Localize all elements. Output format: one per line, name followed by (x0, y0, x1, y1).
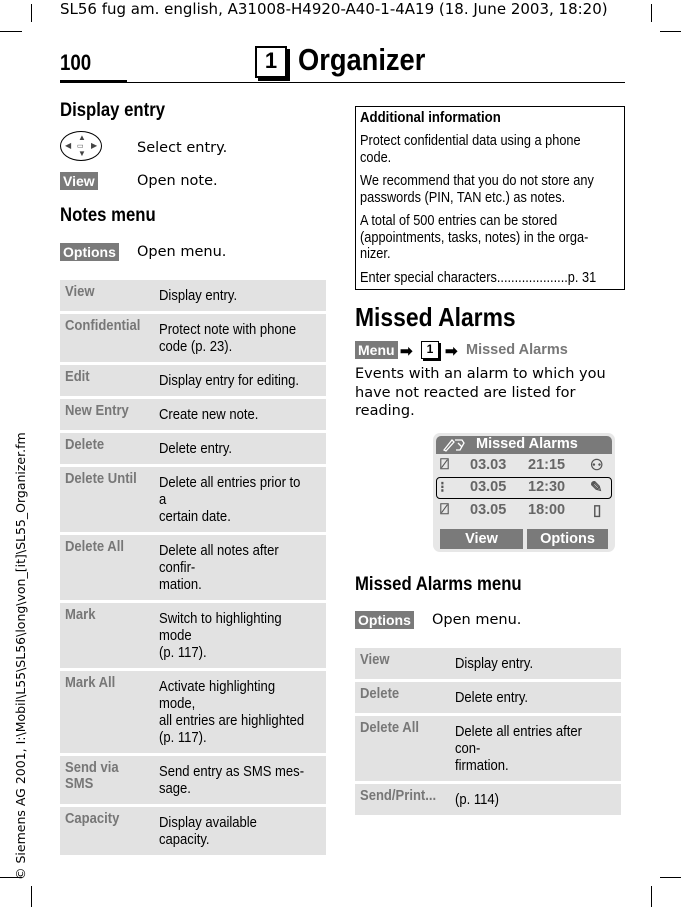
crop-mark (660, 31, 681, 32)
option-key: New Entry (65, 403, 129, 419)
options-softkey[interactable]: Options (527, 529, 608, 549)
alarm-time: 12:30 (528, 479, 566, 495)
select-entry-text: Select entry. (137, 140, 228, 156)
phone-call-icon: ▯ (593, 502, 602, 519)
open-menu-text: Open menu. (137, 244, 227, 260)
open-note-text: Open note. (137, 173, 218, 189)
page-number: 100 (60, 50, 92, 75)
option-key: Delete Until (65, 471, 137, 487)
list-item[interactable] (436, 500, 612, 522)
option-desc: Send entry as SMS mes- sage. (158, 764, 304, 797)
additional-info-box (355, 106, 625, 290)
table-row (60, 671, 326, 753)
crop-mark (0, 31, 22, 32)
notes-menu-heading: Notes menu (60, 205, 156, 226)
option-desc: (p. 114) (454, 792, 499, 808)
option-key: View (65, 284, 95, 300)
alarm-date: 03.05 (470, 479, 507, 495)
missed-alarms-menu-heading: Missed Alarms menu (355, 574, 522, 595)
list-item[interactable] (436, 455, 612, 477)
table-row (60, 756, 326, 804)
birthday-icon: ⚇ (590, 457, 604, 474)
option-key: Confidential (65, 318, 141, 334)
option-key: View (360, 652, 390, 668)
info-special-label: Enter special characters (360, 269, 497, 286)
option-desc: Display available capacity. (158, 815, 257, 848)
arrow-right-icon: ➡ (400, 343, 413, 360)
menu-softkey: Menu (355, 341, 398, 359)
table-row (60, 467, 326, 532)
header-rule (127, 82, 625, 83)
alarm-date: 03.03 (470, 457, 507, 473)
option-desc: Protect note with phone code (p. 23). (158, 322, 296, 355)
option-desc: Delete all entries prior to a certain date. (158, 475, 301, 525)
navigation-key-icon: ▲ ▼ ◀ ▶ ▭ (60, 131, 102, 161)
page-number-underline (60, 80, 127, 83)
note-edit-icon: ✎ (590, 479, 603, 496)
alarm-clock-icon (442, 438, 468, 452)
list-item-selected[interactable] (436, 477, 612, 499)
missed-alarms-intro: Events with an alarm to which you have not reacted are listed for reading. (355, 366, 606, 419)
option-desc: Create new note. (158, 407, 259, 423)
alarm-time: 21:15 (528, 457, 566, 473)
screen-title: Missed Alarms (476, 436, 578, 452)
info-paragraph: A total of 500 entries can be stored (appointments, tasks, notes) in the orga- nizer. (360, 213, 589, 262)
table-row (60, 433, 326, 464)
option-key: Capacity (65, 811, 120, 827)
calendar-icon: ⁝ (440, 479, 445, 496)
crop-mark (31, 886, 32, 907)
missed-alarms-menu-table (355, 645, 621, 818)
option-desc: Activate highlighting mode, all entries are highlighted (p. 117). (158, 679, 304, 746)
option-desc: Delete all entries after con- firmation. (454, 724, 582, 774)
display-entry-heading: Display entry (60, 100, 166, 121)
crop-mark (660, 877, 681, 878)
option-key: Edit (65, 369, 90, 385)
option-key: Delete (360, 686, 400, 702)
option-key: Send via SMS (65, 760, 119, 792)
option-desc: Display entry for editing. (158, 373, 299, 389)
option-key: Mark All (65, 675, 116, 691)
arrow-right-icon: ➡ (445, 343, 458, 360)
alarm-off-icon: ⍁ (440, 501, 450, 518)
table-row (60, 314, 326, 362)
open-menu-text: Open menu. (432, 612, 522, 628)
info-paragraph: Protect confidential data using a phone code. (360, 133, 581, 166)
alarm-date: 03.05 (470, 502, 507, 518)
table-row (60, 280, 326, 311)
info-title: Additional information (360, 109, 501, 126)
crop-mark (31, 4, 32, 22)
option-desc: Delete entry. (158, 441, 232, 457)
option-desc: Display entry. (158, 288, 237, 304)
table-row (60, 399, 326, 430)
option-key: Delete (65, 437, 105, 453)
file-path-vertical: © Siemens AG 2001, I:\Mobil\L55\SL56\long\von_[it]\SL55_Organizer.fm (13, 432, 28, 880)
option-desc: Delete all notes after confir- mation. (158, 543, 279, 593)
breadcrumb-item: Missed Alarms (466, 342, 568, 358)
view-softkey[interactable]: View (440, 529, 523, 549)
option-desc: Switch to highlighting mode (p. 117). (158, 611, 282, 661)
info-page-ref: p. 31 (567, 269, 597, 286)
missed-alarms-heading: Missed Alarms (355, 302, 516, 332)
view-softkey: View (60, 172, 98, 190)
table-row (355, 716, 621, 781)
notes-menu-table (60, 277, 326, 858)
table-row (355, 648, 621, 679)
options-softkey: Options (60, 243, 119, 261)
option-key: Delete All (65, 539, 124, 555)
option-desc: Delete entry. (454, 690, 528, 706)
table-row (60, 535, 326, 600)
chapter-number-icon: 1 (421, 341, 439, 359)
page-title: Organizer (298, 42, 426, 77)
info-special-chars (360, 270, 624, 287)
table-row (60, 603, 326, 668)
table-row (355, 682, 621, 713)
info-paragraph: We recommend that you do not store any passwords (PIN, TAN etc.) as notes. (360, 173, 594, 206)
options-softkey: Options (355, 611, 414, 629)
table-row (355, 784, 621, 815)
file-header: SL56 fug am. english, A31008-H4920-A40-1-4A19 (18. June 2003, 18:20) (60, 0, 608, 18)
alarm-time: 18:00 (528, 502, 566, 518)
screen-title-bar (436, 436, 612, 454)
chapter-number-icon: 1 (255, 46, 287, 78)
option-key: Mark (65, 607, 96, 623)
option-key: Delete All (360, 720, 419, 736)
info-dots: .................... (496, 269, 568, 286)
crop-mark (651, 886, 652, 907)
phone-screen (433, 433, 615, 552)
table-row (60, 365, 326, 396)
table-row (60, 807, 326, 855)
option-key: Send/Print... (360, 788, 437, 804)
option-desc: Display entry. (454, 656, 533, 672)
alarm-off-icon: ⍁ (440, 456, 450, 473)
